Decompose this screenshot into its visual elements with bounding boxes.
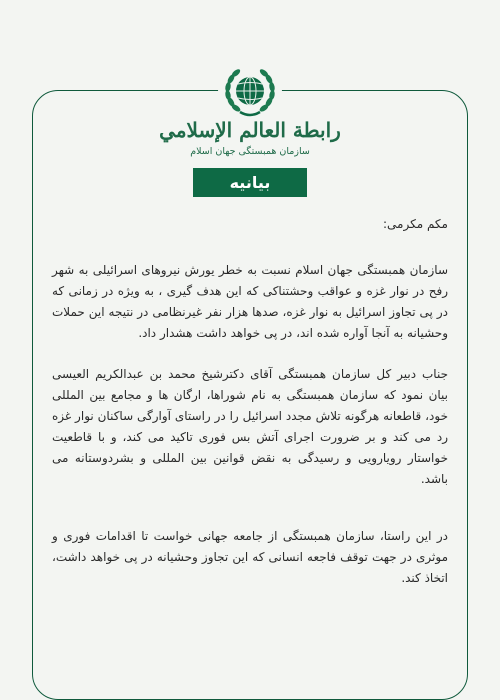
body-paragraph: سازمان همبستگی جهان اسلام نسبت به خطر یورش نیروهای اسرائیلی به شهر رفح در نوار غزه و عواقب وحشتناکی که این هدف گیری ، به ویژه در زمانی که در پی تجاوز اسرائیل به نوار غزه، صدها هزار نفر غیرنظامی در نتیجه این حملات وحشیانه به آنجا آواره شده اند، در پی خواهد داشت هشدار داد. [52,263,448,340]
salutation: مکم مکرمی: [382,217,448,231]
globe-laurel-emblem-icon [218,60,282,124]
body-paragraph: در این راستا، سازمان همبستگی از جامعه جهانی خواست تا اقدامات فوری و موثری در جهت توقف فاجعه انسانی که این تجاوز وحشیانه در پی خواهد داشت، اتخاذ کند. [52,529,448,585]
organization-subtitle: سازمان همبستگی جهان اسلام [190,146,310,157]
statement-title-badge: بیانیه [193,168,307,197]
organization-name: رابطة العالم الإسلامي [159,118,341,142]
body-paragraph: جناب دبیر کل سازمان همبستگی آقای دکترشیخ محمد بن عبدالکریم العیسی بیان نمود که سازمان همبستگی به نام شوراها، ارگان ها و مجامع بین المللی خود، قاطعانه هرگونه تلاش مجدد اسرائیل را در راستای آوارگی ساکنان نوار غزه رد می کند و بر ضرورت اجرای آتش بس فوری تاکید می کند، و با قاطعیت خواستار رویارویی و رسیدگی به نقض قوانین بین المللی و بشردوستانه می باشد. [52,367,448,486]
